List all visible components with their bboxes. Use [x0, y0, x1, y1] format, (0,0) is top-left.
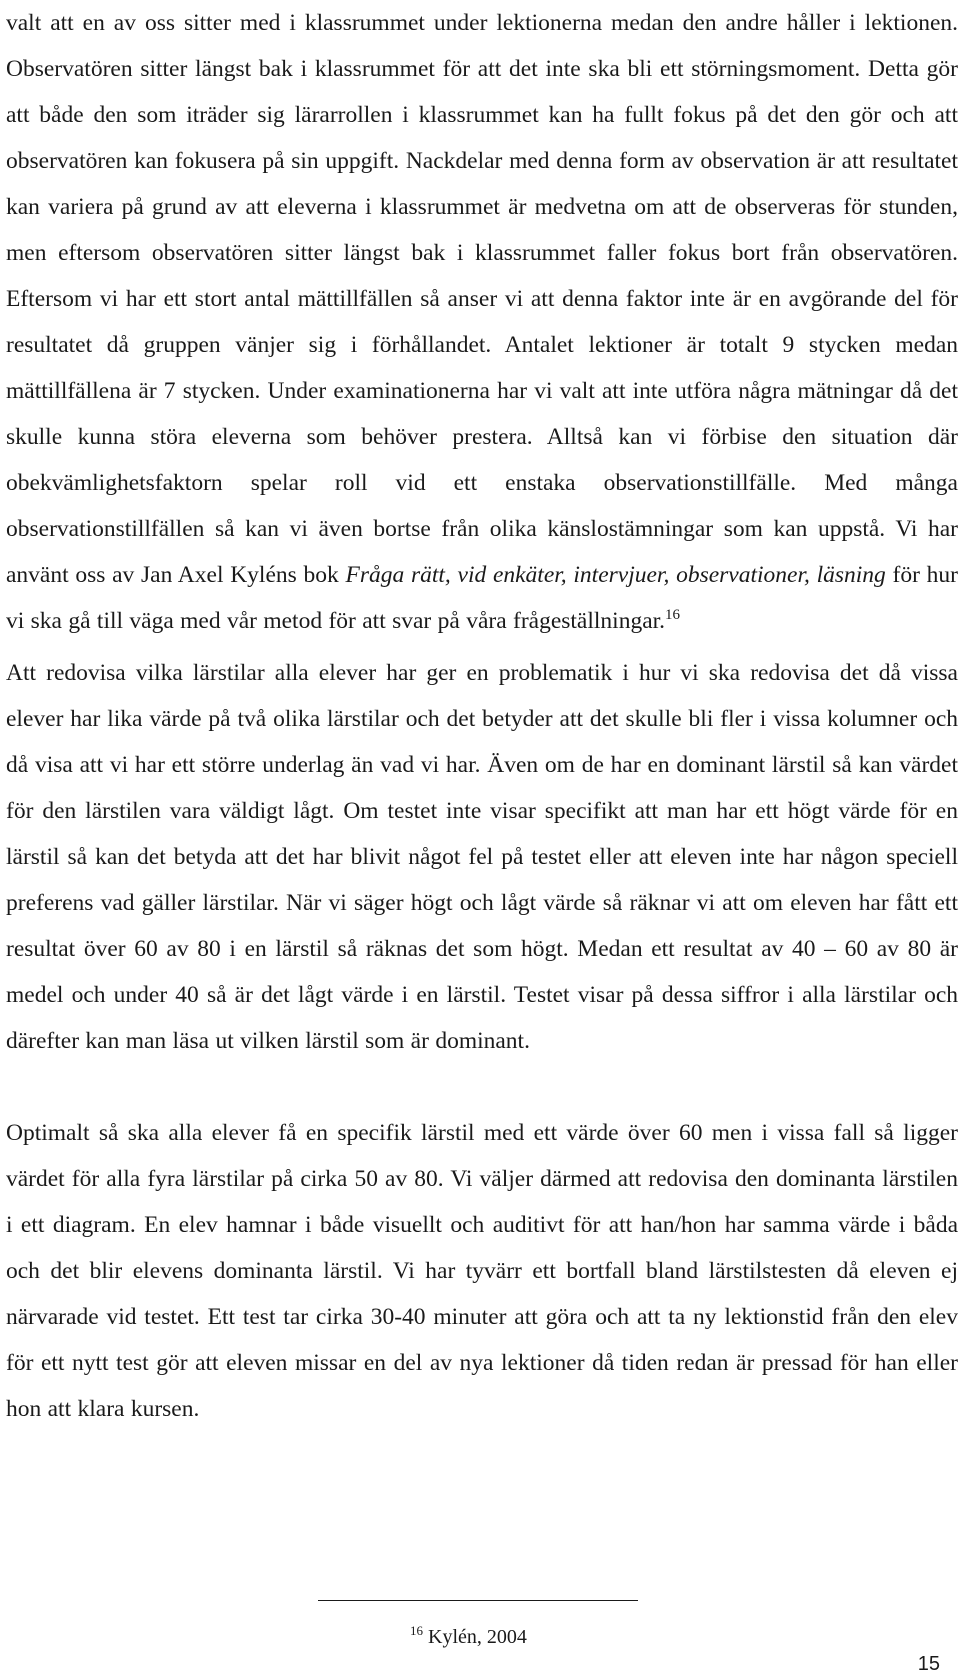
paragraph-learning-styles: Att redovisa vilka lärstilar alla elever har ger en problematik i hur vi ska redovisa det då vissa elever har lika värde på två olika lärstilar och det betyder att det skulle bli fler i vissa kolumner och då visa att vi har ett större underlag än vad vi har. Även om de har en dominant lärstil så kan värdet för den lärstilen vara väldigt lågt. Om testet inte visar specifikt att man har ett högt värde för en lärstil så kan det betyda att det har blivit något fel på testet eller att eleven inte har någon speciell preferens vad gäller lärstilar. När vi säger högt och lågt värde så räknar vi att om eleven har fått ett resultat över 60 av 80 i en lärstil så räknas det som högt. Medan ett resultat av 40 – 60 av 80 är medel och under 40 så är det lågt värde i en lärstil. Testet visar på dessa siffror i alla lärstilar och därefter kan man läsa ut vilken lärstil som är dominant.	[6, 660, 958, 1054]
footnote-number: 16	[410, 1623, 423, 1638]
document-page	[6, 0, 958, 1432]
paragraph-method	[6, 0, 958, 644]
paragraph-text: för hur vi ska gå till väga med vår metod för att svar på våra frågeställningar.	[6, 562, 958, 634]
book-title: Fråga rätt, vid enkäter, intervjuer, observationer, läsning	[345, 562, 886, 588]
page-number: 15	[917, 1653, 940, 1675]
footnote	[410, 1625, 527, 1649]
footnote-text: Kylén, 2004	[428, 1626, 527, 1648]
paragraph-text: valt att en av oss sitter med i klassrummet under lektionerna medan den andre håller i lektionen. Observatören sitter längst bak i klassrummet för att det inte ska bli ett störningsmoment. Detta gör att både den som iträder sig lärarrollen i klassrummet kan ha fullt fokus på det den gör och att observatören kan fokusera på sin uppgift. Nackdelar med denna form av observation är att resultatet kan variera på grund av att eleverna i klassrummet är medvetna om att de observeras för stunden, men eftersom observatören sitter längst bak i klassrummet faller fokus bort från observatören. Eftersom vi har ett stort antal mättillfällen så anser vi att denna faktor inte är en avgörande del för resultatet då gruppen vänjer sig i förhållandet. Antalet lektioner är totalt 9 stycken medan mättillfällena är 7 stycken. Under examinationerna har vi valt att inte utföra några mätningar då det skulle kunna störa eleverna som behöver prestera. Alltså kan vi förbise den situation där obekvämlighetsfaktorn spelar roll vid ett enstaka observationstillfälle. Med många observationstillfällen så kan vi även bortse från olika känslostämningar som kan uppstå. Vi har använt oss av Jan Axel Kyléns bok	[6, 10, 958, 588]
footnote-reference[interactable]: 16	[665, 607, 681, 623]
footnote-divider	[318, 1600, 638, 1601]
paragraph-optimal: Optimalt så ska alla elever få en specifik lärstil med ett värde över 60 men i vissa fall så ligger värdet för alla fyra lärstilar på cirka 50 av 80. Vi väljer därmed att redovisa den dominanta lärstilen i ett diagram. En elev hamnar i både visuellt och auditivt för att han/hon har samma värde i båda och det blir elevens dominanta lärstil. Vi har tyvärr ett bortfall bland lärstilstesten då eleven ej närvarade vid testet. Ett test tar cirka 30-40 minuter att göra och att ta ny lektionstid från den elev för ett nytt test gör att eleven missar en del av nya lektioner då tiden redan är pressad för han eller hon att klara kursen.	[6, 1120, 958, 1422]
